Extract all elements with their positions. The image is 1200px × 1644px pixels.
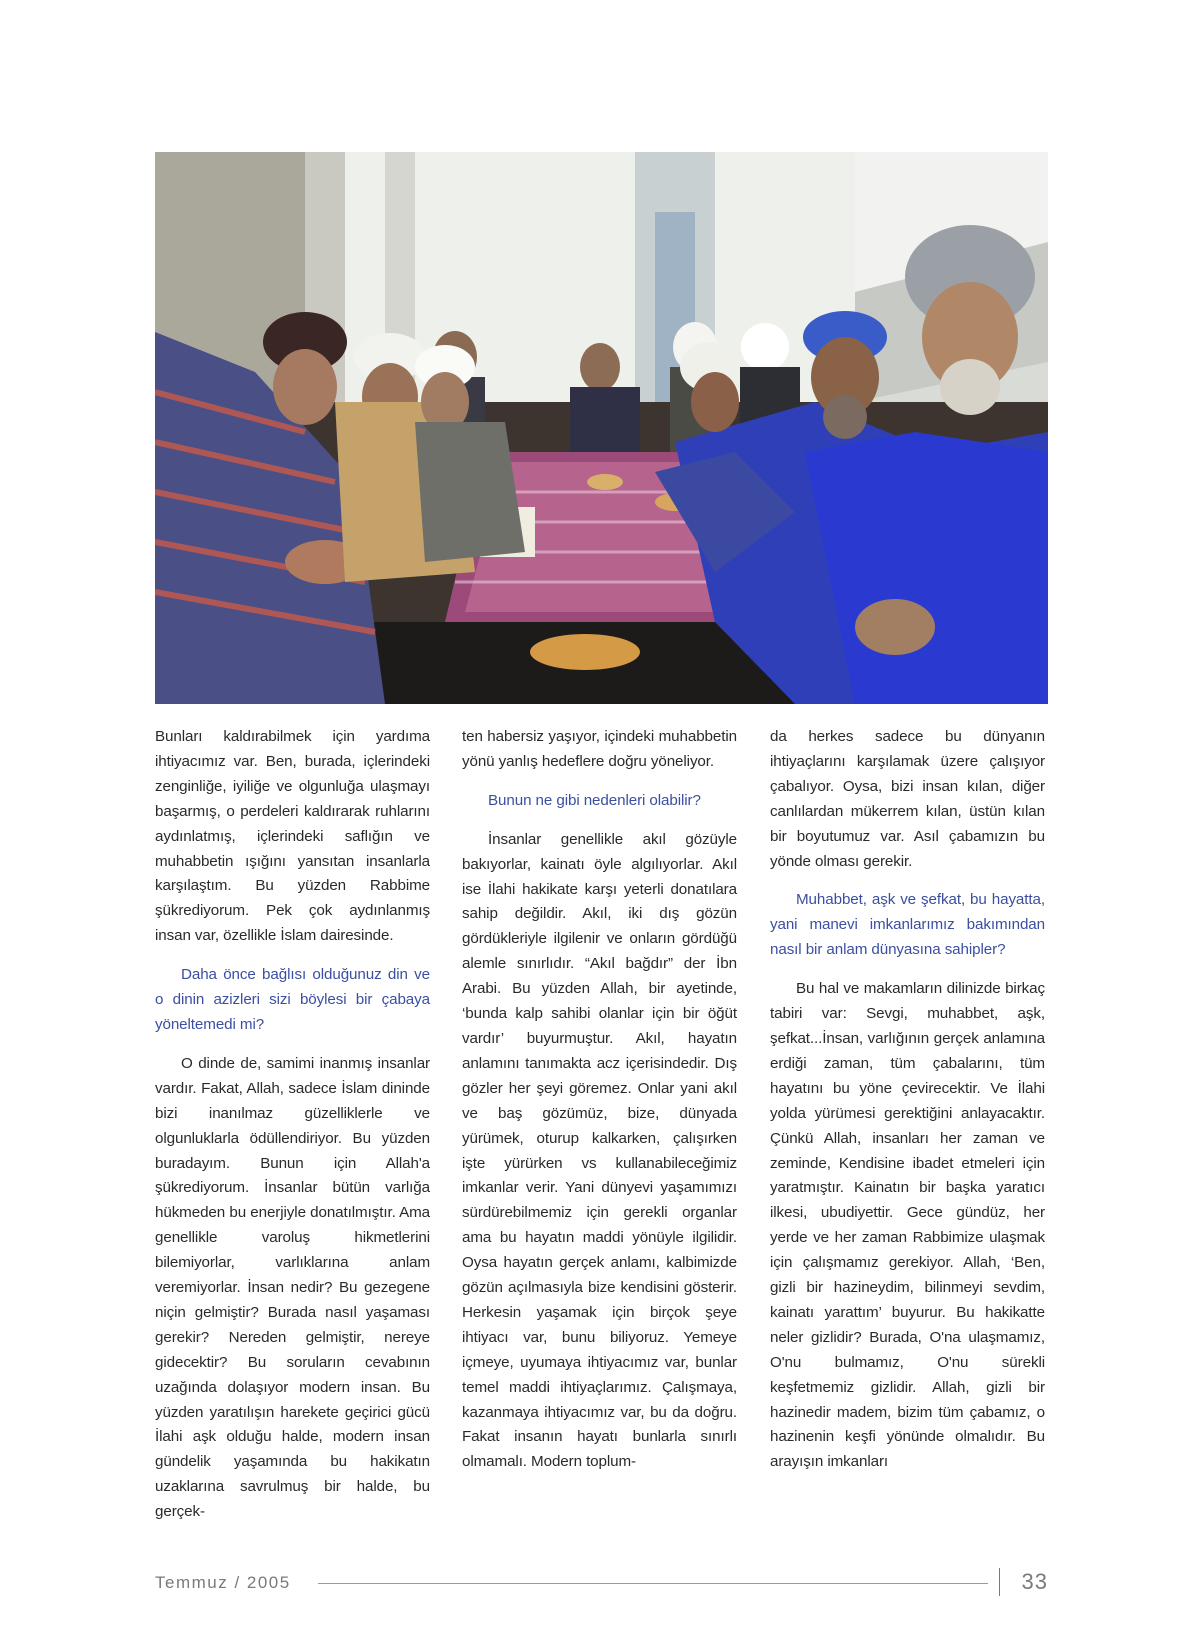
footer-divider xyxy=(999,1568,1000,1596)
text-column-2 xyxy=(462,725,737,1475)
issue-date: Temmuz / 2005 xyxy=(155,1573,291,1592)
text-column-1 xyxy=(155,725,430,1525)
page-number: 33 xyxy=(1021,1569,1048,1594)
interview-question: Muhabbet, aşk ve şefkat, bu hayatta, yani manevi imkanlarımız bakımından nasıl bir anlam dünyasına sahipler? xyxy=(770,891,1045,959)
photo-elders-gathering-icon xyxy=(155,152,1048,704)
page-footer xyxy=(155,1570,1048,1600)
footer-rule xyxy=(318,1583,988,1584)
text-column-3 xyxy=(770,725,1045,1475)
paragraph: İnsanlar genellikle akıl gözüyle bakıyorlar, kainatı öyle algılıyorlar. Akıl ise İlahi hakikate karşı yeterli donatılara sahip değildir. Akıl, iki dış gözün gördükleriyle ilgilenir ve onların gördüğü alemle sınırlıdır. “Akıl bağdır” der İbn Arabi. Bu yüzden Allah, bir ayetinde, ‘bunda kalp sahibi olanlar için bir öğüt vardır’ buyurmuştur. Akıl, hayatın anlamını tanımakta acz içerisindedir. Dış gözler her şeyi göremez. Onlar yani akıl ve baş gözümüz, bize, dünyada yürümek, oturup kalkarken, çalışırken işte yürürken vs kullanabileceğimiz imkanlar verir. Yani dünyevi yaşamımızı sürdürebilmemiz için gerekli organlar ama bu hayatın maddi yönüyle ilgilidir. Oysa hayatın gerçek anlamı, kalbimizde gözün açılmasıyla bize kendisini gösterir. Herkesin yaşamak için birçok şeye ihtiyacı var, bunu biliyoruz. Yemeye içmeye, uyumaya ihtiyacımız var, bunlar temel maddi ihtiyaçlarımız. Çalışmaya, kazanmaya ihtiyacımız var, bu da doğru. Fakat insanın hayatı bunlarla sınırlı olmamalı. Modern toplum- xyxy=(462,830,737,1471)
paragraph: da herkes sadece bu dünyanın ihtiyaçlarını karşılamak üzere çalışıyor çabalıyor. Oysa, bizi insan kılan, diğer canlılardan mükerrem kılan, üstün kılan bir boyutumuz var. Asıl çabamızın bu yönde olması gerekir. xyxy=(770,728,1045,870)
interview-question: Bunun ne gibi nedenleri olabilir? xyxy=(488,791,701,809)
paragraph: O dinde de, samimi inanmış insanlar vardır. Fakat, Allah, sadece İslam dininde bizi inanılmaz güzelliklerle ve olgunluklarla ödüllendiriyor. Bu yüzden buradayım. Bunun için Allah'a şükrediyorum. İnsanlar bütün varlığa hükmeden bu enerjiyle donatılmıştır. Ama genellikle varoluş hikmetlerini bilemiyorlar, varlıklarına anlam veremiyorlar. İnsan nedir? Bu gezegene niçin gelmiştir? Burada nasıl yaşaması gerekir? Nereden gelmiştir, nereye gidecektir? Bu soruların cevabının uzağında dolaşıyor modern insan. Bu yüzden yaratılışın harekete geçirici gücü İlahi aşk olduğu halde, modern insan gündelik yaşamında bu hakikatın uzaklarına savrulmuş bir halde, bu gerçek- xyxy=(155,1054,430,1521)
article-photo xyxy=(155,152,1048,704)
paragraph: Bu hal ve makamların dilinizde birkaç tabiri var: Sevgi, muhabbet, aşk, şefkat...İnsan, varlığının gerçek anlamına erdiği zaman, tüm çabalarını, tüm hayatını bu yöne çevirecektir. Ve İlahi yolda yürümesi gerektiğini anlayacaktır. Çünkü Allah, insanları her zaman ve zeminde, Kendisine ibadet etmeleri için yaratmıştır. Kainatın bir başka yaratıcı ilkesi, ubudiyettir. Gece gündüz, her yerde ve her zaman Rabbimize ulaşmak için çalışmamız gerekiyor. Allah, ‘Ben, gizli bir hazineydim, bilinmeyi sevdim, kainatı yarattım’ buyurur. Bu hakikatte neler gizlidir? Burada, O'na ulaşmamız, O'nu bulmamız, O'nu sürekli keşfetmemiz gizlidir. Allah, gizli bir hazinedir madem, bizim tüm çabamız, o hazinenin keşfi yönünde olmalıdır. Bu arayışın imkanları xyxy=(770,980,1045,1471)
interview-question: Daha önce bağlısı olduğunuz din ve o dinin azizleri sizi böylesi bir çabaya yöneltemedi mi? xyxy=(155,966,430,1033)
paragraph: Bunları kaldırabilmek için yardıma ihtiyacımız var. Ben, burada, içlerindeki zenginliğe, iyiliğe ve olgunluğa ulaşmayı başarmış, o perdeleri kaldırarak ruhlarını aydınlatmış, içlerindeki saflığın ve muhabbetin ışığını yansıtan insanlarla karşılaştım. Bu yüzden Rabbime şükrediyorum. Pek çok aydınlanmış insan var, özellikle İslam dairesinde. xyxy=(155,728,430,945)
paragraph: ten habersiz yaşıyor, içindeki muhabbetin yönü yanlış hedeflere doğru yöneliyor. xyxy=(462,728,737,770)
